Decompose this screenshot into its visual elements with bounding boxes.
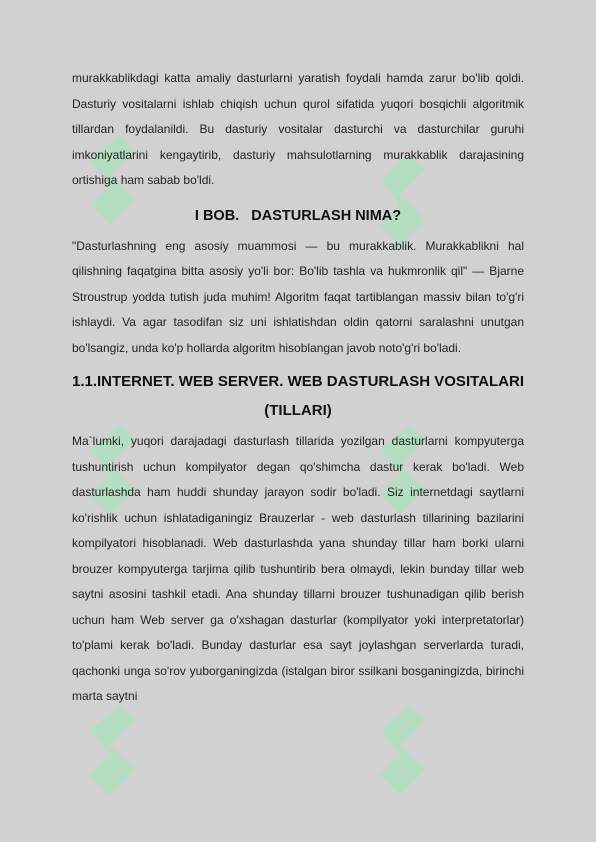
section-title-line2: (TILLARI) — [264, 402, 332, 419]
intro-paragraph: murakkablikdagi katta amaliy dasturlarni yaratish foydali hamda zarur bo'lib qoldi. Dasturiy vositalarni ishlab chiqish uchun qurol sifatida yuqori bosqichli algoritmik tillardan foydalanildi. Bu dasturiy vositalar dasturchi va dasturchilar guruhi imkoniyatlarini kengaytirib, dasturiy mahsulotlarning murakkablik darajasining ortishiga ham sabab bo'ldi. — [72, 71, 524, 187]
document-body — [72, 66, 524, 710]
quote-paragraph: "Dasturlashning eng asosiy muammosi — bu murakkablik. Murakkablikni hal qilishning faqatgina bitta asosiy yo'li bor: Bo'lib tashla va hukmronlik qil" — Bjarne Stroustrup yodda tutish juda muhim! Algoritm faqat tartiblangan massiv bilan to'g'ri ishlaydi. Va agar tasodifan siz uni ishlatishdan oldin qatorni saralashni unutgan bo'lsangiz, unda ko'p hollarda algoritm hisoblangan javob noto'g'ri bo'ladi. — [72, 238, 524, 355]
section-title-line1: 1.1.INTERNET. WEB SERVER. WEB DASTURLASH VOSITALARI — [72, 373, 524, 390]
section-title — [72, 367, 524, 425]
chapter-title: I BOB. DASTURLASH NIMA? — [194, 207, 402, 224]
body-paragraph: Ma`lumki, yuqori darajadagi dasturlash tillarida yozilgan dasturlarni kompyuterga tushuntirish uchun kompilyator degan qo'shimcha dastur kerak bo'ladi. Web dasturlashda ham huddi shunday jarayon sodir bo'ladi. Siz internetdagi saytlarni ko'rishlik uchun ishlatadiganingiz Brauzerlar - web dasturlash tillarining bazilarini kompilyatori hisoblanadi. Web dasturlashda yana shunday tillar ham borki ularni brouzer kompyuterga tarjima qilib tushuntirib bera olmaydi, lekin bunday tillar web saytni asosini tashkil etadi. Ana shunday tillarni brouzer tushunadigan qilib berish uchun ham Web server ga o'xshagan dasturlar (kompilyator yoki interpretatorlar) to'plami kerak bo'ladi. Bunday dasturlar esa sayt joylashgan serverlarda turadi, qachonki unga so'rov yuborganingizda (istalgan biror ssilkani bosganingizda, birinchi marta saytni — [72, 434, 524, 703]
